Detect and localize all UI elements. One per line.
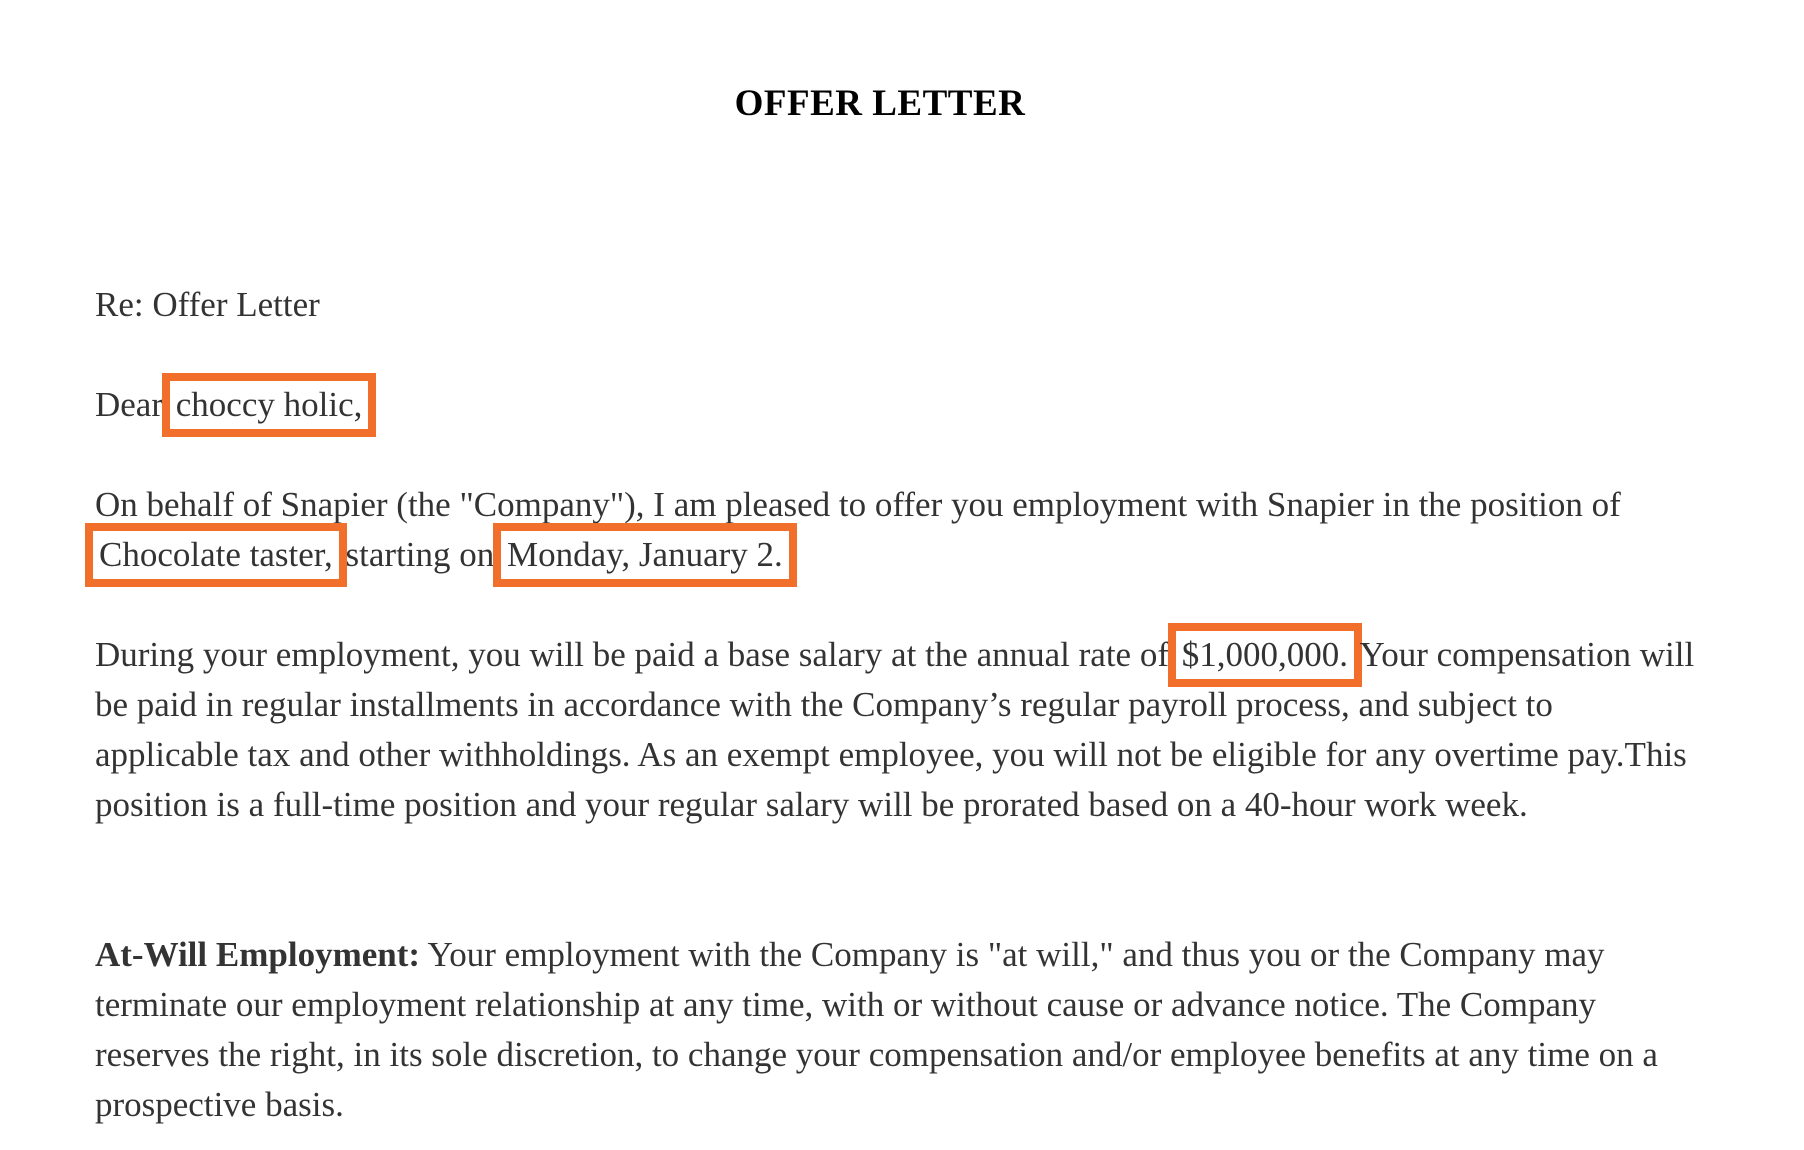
- start-date-field[interactable]: Monday, January 2.: [503, 533, 787, 577]
- greeting-line: [95, 380, 1695, 430]
- salary-intro-text: During your employment, you will be paid a base salary at the annual rate of: [95, 635, 1169, 674]
- salary-details-text: Your compensation will be paid in regular installments in accordance with the Company’s regular payroll process, and subject to applicable tax and other withholdings. As an exempt employee, you will not be eligible for any overtime pay.This position is a full-time position and your regular salary will be prorated based on a 40-hour work week.: [95, 635, 1695, 824]
- at-will-text: Your employment with the Company is "at will," and thus you or the Company may terminate our employment relationship at any time, with or without cause or advance notice. The Company reserves the right, in its sole discretion, to change your compensation and/or employee benefits at any time on a prospective basis.: [95, 935, 1658, 1124]
- recipient-name-field[interactable]: choccy holic,: [172, 383, 367, 427]
- greeting-prefix: Dear: [95, 385, 164, 424]
- salary-paragraph: [95, 630, 1695, 830]
- at-will-heading: At-Will Employment:: [95, 935, 421, 974]
- offer-paragraph: [95, 480, 1695, 580]
- re-line: Re: Offer Letter: [95, 285, 320, 324]
- document-title: OFFER LETTER: [734, 83, 1026, 124]
- at-will-paragraph: [95, 930, 1695, 1130]
- position-field[interactable]: Chocolate taster,: [95, 533, 337, 577]
- salary-field[interactable]: $1,000,000.: [1178, 633, 1352, 677]
- offer-intro-text: On behalf of Snapier (the "Company"), I am pleased to offer you employment with Snapier in the position of: [95, 485, 1621, 524]
- offer-between-text: starting on: [345, 535, 495, 574]
